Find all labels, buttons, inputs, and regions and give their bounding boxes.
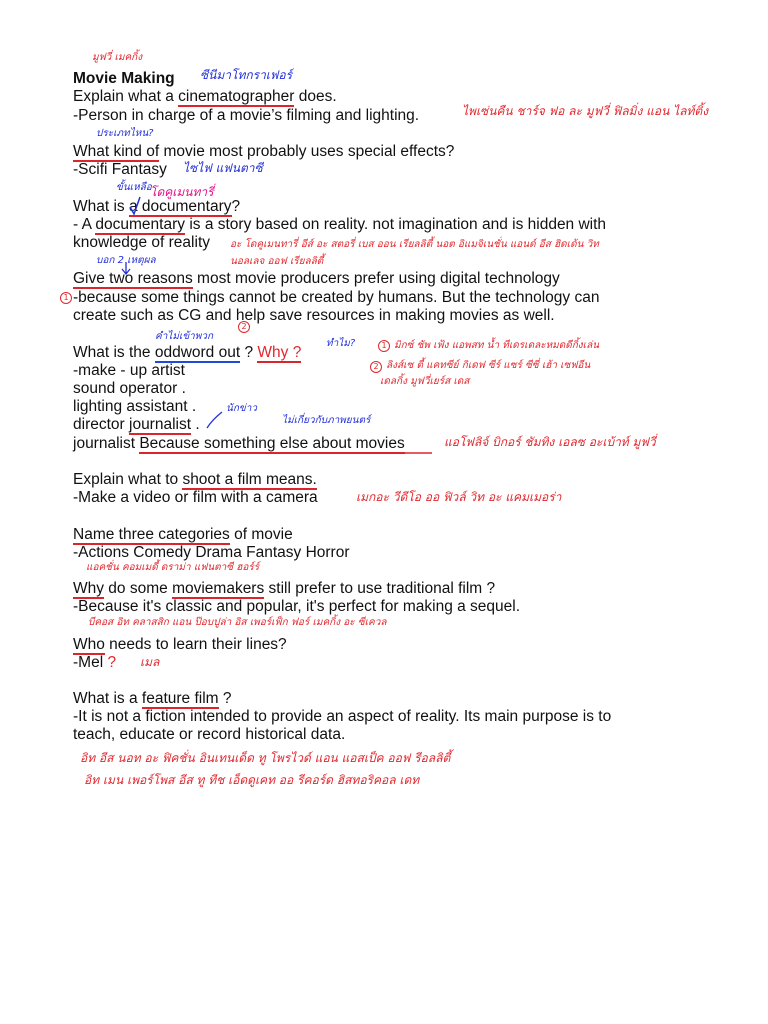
question-8-mid: do some: [104, 580, 173, 597]
question-6-prefix: Explain what to: [73, 471, 183, 488]
answer-5-line-4-prefix: director: [73, 416, 129, 433]
answer-1: -Person in charge of a movie’s filming and lighting.: [73, 107, 420, 124]
answer-6: -Make a video or film with a camera: [73, 489, 318, 506]
question-5-underlined: oddword out: [154, 344, 241, 361]
question-3-note-a: ขั้นเหลือ: [116, 182, 152, 193]
answer-5-line-4: [73, 416, 200, 434]
answer-10-line-2: teach, educate or record historical data.: [73, 726, 346, 743]
answer-5-line-5: [73, 435, 405, 453]
answer-6-thai-note: เมกอะ วีดีโอ ออ ฟิวล์ วิท อะ แคมเมอร่า: [356, 490, 562, 504]
reporter-thai-note: นักข่าว: [226, 403, 257, 414]
question-7: [73, 526, 293, 544]
question-3-suffix: ?: [231, 198, 241, 215]
question-5-prefix: What is the: [73, 344, 155, 361]
question-3-prefix: What is: [73, 198, 129, 215]
question-2: [73, 143, 454, 161]
question-9-suffix: needs to learn their lines?: [104, 636, 287, 653]
question-5-answer-note-1-num: 1: [378, 340, 390, 352]
question-10-suffix: ?: [218, 690, 232, 707]
answer-10-line-1: -It is not a fiction intended to provide an aspect of reality. Its main purpose is to: [73, 708, 612, 725]
answer-9-text: -Mel: [73, 654, 104, 671]
title-pronunciation-note: มูฟวี่ เมคกิ้ง: [92, 52, 143, 63]
answer-3-thai-note-line-2: นอลเลจ ออฟ เรียลลิตี้: [230, 256, 324, 267]
question-2-thai-note: ประเภทไหน?: [96, 128, 154, 139]
title-thai-note: ซีนีมาโทกราเฟอร์: [200, 68, 293, 82]
not-movie-thai-note: ไม่เกี่ยวกับภาพยนตร์: [282, 415, 371, 426]
question-8-why: Why: [73, 580, 104, 597]
answer-7-thai-note: แอคชั่น คอมเมดี้ ดราม่า แฟนตาซี ฮอร์ร์: [86, 562, 260, 573]
question-1: [73, 88, 337, 106]
answer-4-marker: 1: [60, 292, 72, 304]
question-5-note-a: คำไม่เข้าพวก: [155, 331, 214, 342]
answer-10-thai-note-line-1: อิท อีส นอท อะ ฟิคชั่น อินเทนเด็ด ทู โพรไวด์ แอน แอสเป็ค ออฟ รีอลลิตี้: [80, 751, 451, 765]
answer-9-thai-note: เมล: [140, 655, 160, 669]
question-9-underlined: Who: [73, 636, 105, 653]
answer-8: -Because it's classic and popular, it's perfect for making a sequel.: [73, 598, 521, 615]
question-5-mid: ?: [240, 344, 258, 361]
answer-5-line-5-underlined: Because something else about movies: [139, 435, 405, 452]
question-3-note-b: โดคูเมนทารี่: [150, 185, 214, 199]
question-5-answer-note-2-num: 2: [370, 361, 382, 373]
question-1-underlined: cinematographer: [178, 88, 295, 105]
answer-8-thai-note: บีคอส อิท คลาสสิก แอน ป๊อบปูล่า อิส เพอร์เฟ็ก ฟอร์ เมคกิ้ง อะ ซีเควล: [88, 617, 387, 628]
answer-3-thai-note-line-1: อะ โดคูเมนทารี่ อีส์ อะ สตอรี่ เบส ออน เรียลลิตี้ นอต อิแมจิเนชั่น แอนด์ อีส ฮิดเด้น วิท: [230, 239, 599, 250]
question-4: [73, 270, 560, 288]
answer-3-underlined: documentary: [95, 216, 186, 233]
question-6-underlined: shoot a film means.: [182, 471, 317, 488]
journalist-arrow-stroke: [207, 412, 222, 428]
question-2-underlined: What kind of: [73, 143, 160, 160]
question-10: [73, 690, 232, 708]
question-5-answer-note-2: ลิงส์เซ ตี้ แคทซีย์ กิเดฟ ซีร์ แซร์ ซีซี่ เฮ้า เซฟอีน: [386, 360, 591, 371]
question-1-suffix: does.: [294, 88, 337, 105]
answer-5-line-2: sound operator .: [73, 380, 186, 397]
answer-5-thai-note: แอโฟลิจ์ บิกอร์ ชัมทิง เอลซ อะเบ้าท์ มูฟวี่: [444, 435, 656, 449]
answer-5-line-5-prefix: journalist: [73, 435, 140, 452]
page-title: Movie Making: [73, 70, 175, 87]
question-5-answer-note-3: เดลกิ้ง มูฟวี่เยร์ส เดส: [380, 376, 470, 387]
answer-4-line-2: create such as CG and help save resources in making movies as well.: [73, 307, 555, 324]
answer-2-thai-note: ไซไฟ แฟนตาซี: [183, 161, 263, 175]
question-5-answer-note-1: มิกซ์ ชัพ เฟ้ง แอพสท น้ำ ทีเดรเดละหมดดีกิ้งเล่น: [394, 340, 600, 351]
question-7-suffix: of movie: [229, 526, 293, 543]
answer-5-line-4-underlined: journalist: [129, 416, 192, 433]
question-5-circle-marker: 2: [238, 321, 250, 333]
question-10-prefix: What is a: [73, 690, 142, 707]
answer-3-line-1: [73, 216, 606, 234]
answer-4-line-1: -because some things cannot be created by humans. But the technology can: [73, 289, 600, 306]
answer-2: -Scifi Fantasy: [73, 161, 167, 178]
question-4-thai-note: บอก 2 เหตุผล: [96, 255, 156, 266]
answer-5-line-3: lighting assistant .: [73, 398, 197, 415]
answer-3-suffix: is a story based on reality. not imagination and is hidden with: [185, 216, 607, 233]
question-2-suffix: movie most probably uses special effects?: [159, 143, 455, 160]
question-3: [73, 198, 240, 216]
question-8: [73, 580, 495, 598]
question-7-underlined: Name three categories: [73, 526, 230, 543]
answer-9: [73, 654, 116, 672]
question-9: [73, 636, 287, 654]
question-5-why: Why ?: [257, 344, 302, 361]
question-3-underlined: a documentary: [128, 198, 232, 215]
answer-5-line-1: -make - up artist: [73, 362, 185, 379]
question-5: [73, 344, 301, 362]
answer-3-prefix: - A: [73, 216, 96, 233]
question-4-suffix: most movie producers prefer using digital technology: [192, 270, 560, 287]
question-6: [73, 471, 317, 489]
question-4-underlined: Give two reasons: [73, 270, 193, 287]
answer-10-thai-note-line-2: อิท เมน เพอร์โพส อีส ทู ทีช เอ็ดดูเคท ออ รีคอร์ด ฮิสทอริคอล เดท: [84, 773, 420, 787]
answer-7: -Actions Comedy Drama Fantasy Horror: [73, 544, 350, 561]
question-8-moviemakers: moviemakers: [172, 580, 265, 597]
answer-1-thai-note: ไพเซ่นคืน ชาร์จ ฟอ ละ มูฟวี่ ฟิลมิ่ง แอน ไลท์ติ้ง: [462, 104, 709, 118]
question-1-prefix: Explain what a: [73, 88, 179, 105]
answer-9-question-mark: ?: [107, 654, 117, 671]
question-8-suffix: still prefer to use traditional film ?: [264, 580, 496, 597]
answer-5-line-4-suffix: .: [191, 416, 200, 433]
question-10-underlined: feature film: [141, 690, 219, 707]
answer-3-line-2: knowledge of reality: [73, 234, 210, 251]
question-5-note-b: ทำไม?: [326, 338, 356, 349]
